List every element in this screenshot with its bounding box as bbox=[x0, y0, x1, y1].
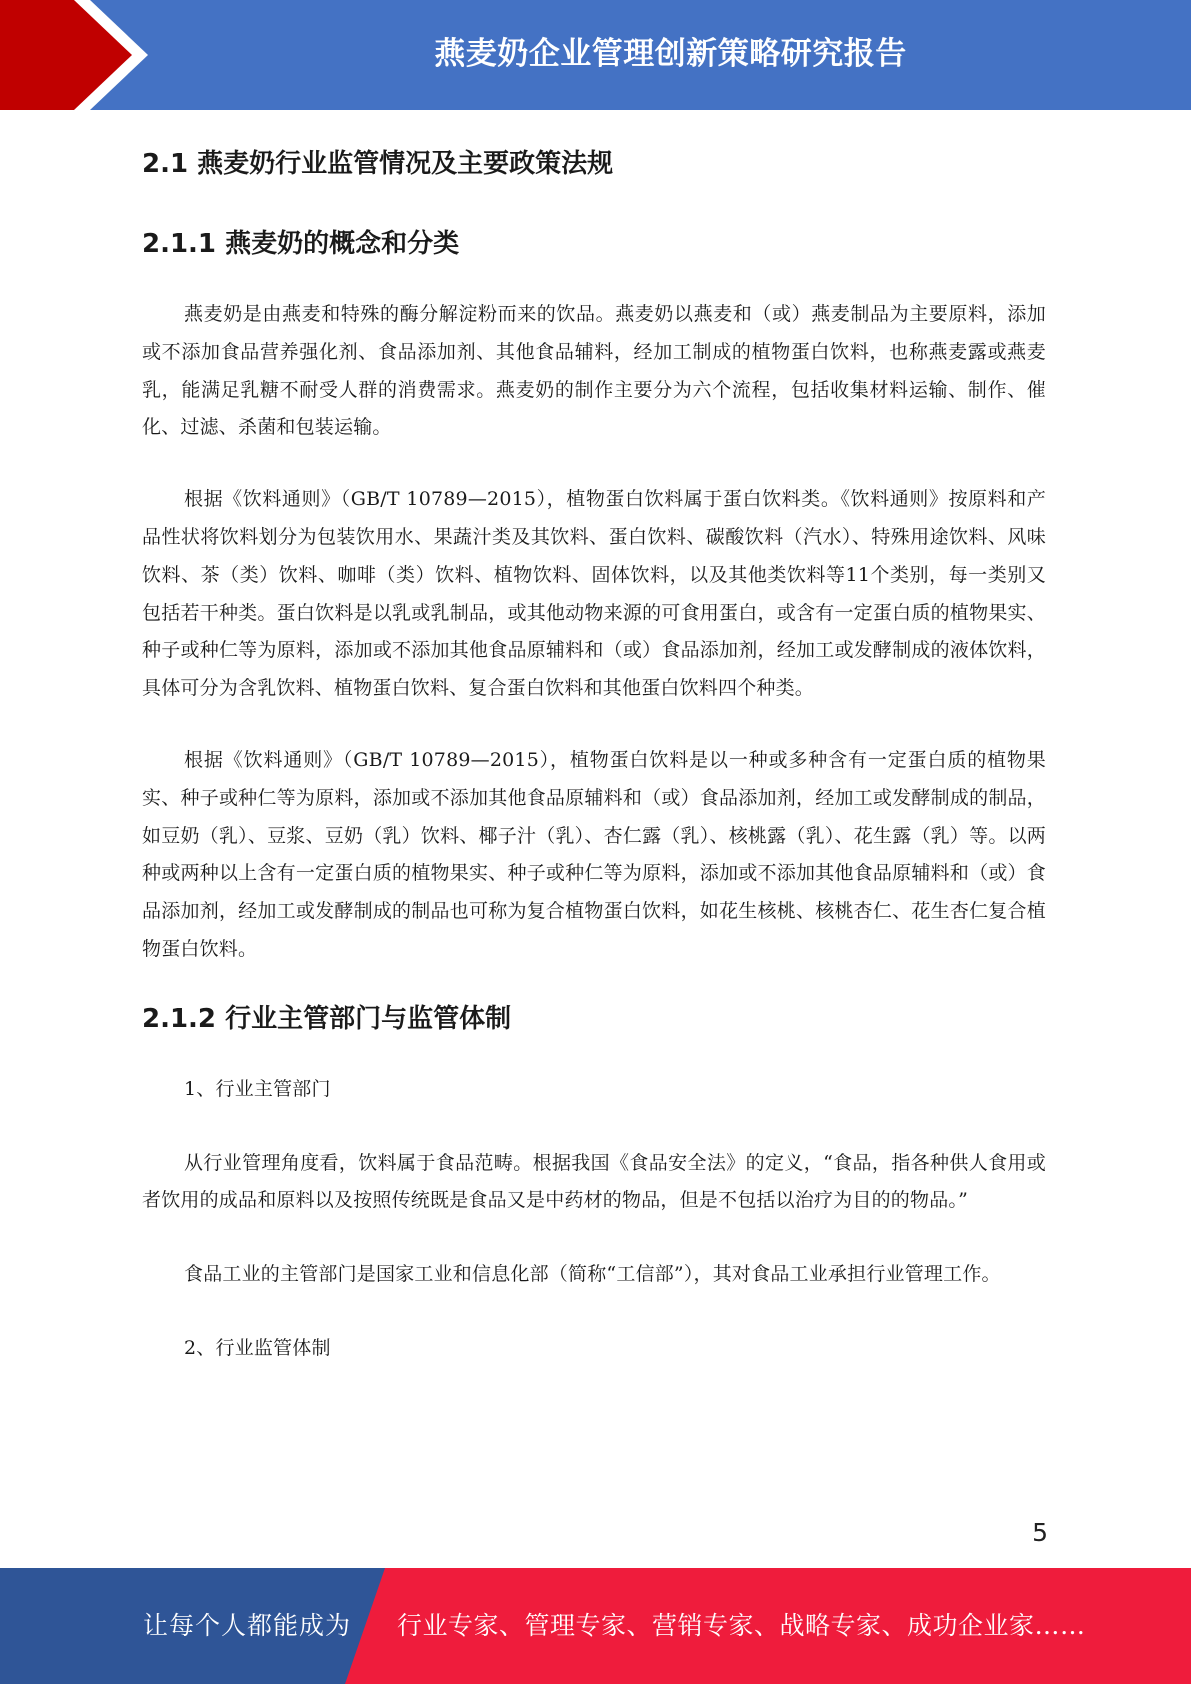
subsection-heading-concept: 2.1.1 燕麦奶的概念和分类 bbox=[142, 229, 460, 259]
page-footer bbox=[0, 1568, 1191, 1684]
subsection-heading-regulation: 2.1.2 行业主管部门与监管体制 bbox=[142, 1003, 512, 1034]
footer-slogan-left: 让每个人都能成为 bbox=[143, 1611, 352, 1640]
report-title: 燕麦奶企业管理创新策略研究报告 bbox=[434, 35, 907, 72]
paragraph: 根据《饮料通则》（GB/T 10789—2015），植物蛋白饮料属于蛋白饮料类。《饮料通则》按原料和产品性状将饮料划分为包装饮用水、果蔬汁类及其饮料、蛋白饮料、碳酸饮料（汽水）、特殊用途饮料、风味饮料、茶（类）饮料、咖啡（类）饮料、植物饮料、固体饮料，以及其他类饮料等11个类别，每一类别又包括若干种类。蛋白饮料是以乳或乳制品，或其他动物来源的可食用蛋白，或含有一定蛋白质的植物果实、种子或种仁等为原料，添加或不添加其他食品原辅料和（或）食品添加剂，经加工或发酵制成的液体饮料，具体可分为含乳饮料、植物蛋白饮料、复合蛋白饮料和其他蛋白饮料四个种类。 bbox=[142, 488, 1046, 700]
header-chevron-decoration bbox=[0, 0, 160, 110]
section-heading: 2.1 燕麦奶行业监管情况及主要政策法规 bbox=[142, 149, 614, 179]
paragraph: 从行业管理角度看，饮料属于食品范畴。根据我国《食品安全法》的定义，“食品，指各种供人食用或者饮用的成品和原料以及按照传统既是食品又是中药材的物品，但是不包括以治疗为目的的物品。” bbox=[142, 1151, 1046, 1212]
page-header bbox=[0, 0, 1191, 110]
paragraph: 根据《饮料通则》（GB/T 10789—2015），植物蛋白饮料是以一种或多种含有一定蛋白质的植物果实、种子或种仁等为原料，添加或不添加其他食品原辅料和（或）食品添加剂，经加工或发酵制成的制品，如豆奶（乳）、豆浆、豆奶（乳）饮料、椰子汁（乳）、杏仁露（乳）、核桃露（乳）、花生露（乳）等。以两种或两种以上含有一定蛋白质的植物果实、种子或种仁等为原料，添加或不添加其他食品原辅料和（或）食品添加剂，经加工或发酵制成的制品也可称为复合植物蛋白饮料，如花生核桃、核桃杏仁、花生杏仁复合植物蛋白饮料。 bbox=[142, 748, 1046, 960]
footer-slogan-right: 行业专家、管理专家、营销专家、战略专家、成功企业家…… bbox=[397, 1611, 1086, 1640]
page-number: 5 bbox=[1032, 1518, 1048, 1547]
list-item-heading: 1、行业主管部门 bbox=[184, 1077, 331, 1100]
paragraph: 燕麦奶是由燕麦和特殊的酶分解淀粉而来的饮品。燕麦奶以燕麦和（或）燕麦制品为主要原料，添加或不添加食品营养强化剂、食品添加剂、其他食品辅料，经加工制成的植物蛋白饮料，也称燕麦露或燕麦乳，能满足乳糖不耐受人群的消费需求。燕麦奶的制作主要分为六个流程，包括收集材料运输、制作、催化、过滤、杀菌和包装运输。 bbox=[142, 303, 1046, 439]
list-item-heading: 2、行业监管体制 bbox=[184, 1336, 331, 1359]
document-body bbox=[142, 120, 1046, 1368]
paragraph: 食品工业的主管部门是国家工业和信息化部（简称“工信部”），其对食品工业承担行业管理工作。 bbox=[184, 1263, 1001, 1286]
